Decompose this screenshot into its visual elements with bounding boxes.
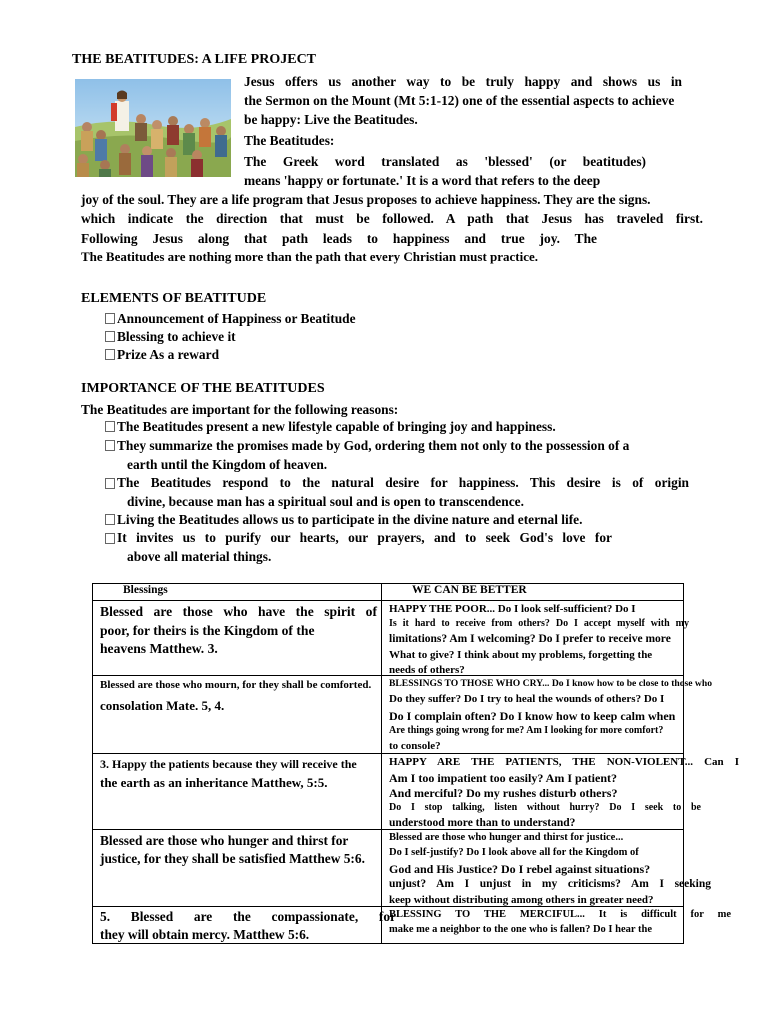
table-row xyxy=(93,676,684,754)
bullet-box-icon xyxy=(105,440,115,451)
table-row xyxy=(93,754,684,830)
bullet-box-icon xyxy=(105,514,115,525)
table-cell-blessing: Blessed are those who have the spirit of poor, for theirs is the Kingdom of the heavens Matthew. 3. xyxy=(93,601,382,676)
bullet-box-icon xyxy=(105,331,115,342)
table-header-we-can-be-better: WE CAN BE BETTER xyxy=(382,584,684,601)
table-row xyxy=(93,907,684,944)
importance-item: Living the Beatitudes allows us to participate in the divine nature and eternal life. xyxy=(105,512,582,528)
elements-item: Blessing to achieve it xyxy=(105,329,236,345)
importance-item: It invites us to purify our hearts, our prayers, and to seek God's love for xyxy=(105,530,612,546)
beatitudes-table xyxy=(92,583,739,944)
importance-item-continuation: divine, because man has a spiritual soul and is open to transcendence. xyxy=(127,494,524,509)
intro-subheading: The Beatitudes: xyxy=(244,133,335,148)
table-cell-reflection: Blessed are those who hunger and thirst for justice... Do I self-justify? Do I look above all for the Kingdom of God and His Justice? Do I rebel against situations? unjust? Am I unjust in my criticisms? Am I seeking keep without distributing among others in greater need? xyxy=(382,830,684,907)
elements-item: Announcement of Happiness or Beatitude xyxy=(105,311,356,327)
intro-line-7: joy of the soul. They are a life program that Jesus proposes to achieve happiness. They are the signs. xyxy=(81,192,651,207)
importance-item: They summarize the promises made by God, ordering them not only to the possession of a xyxy=(105,438,629,454)
table-header-blessings: Blessings xyxy=(93,584,382,601)
intro-line-10: The Beatitudes are nothing more than the path that every Christian must practice. xyxy=(81,249,539,264)
intro-line-9: Following Jesus along that path leads to happiness and true joy. The xyxy=(81,231,597,246)
importance-item-continuation: above all material things. xyxy=(127,549,272,564)
bullet-box-icon xyxy=(105,533,115,544)
table-cell-reflection: BLESSING TO THE MERCIFUL... It is difficult for me make me a neighbor to the one who is fallen? Do I hear the xyxy=(382,907,684,944)
importance-item: The Beatitudes present a new lifestyle capable of bringing joy and happiness. xyxy=(105,419,556,435)
bullet-box-icon xyxy=(105,349,115,360)
bullet-box-icon xyxy=(105,421,115,432)
intro-line-8: which indicate the direction that must be followed. A path that Jesus has traveled first. xyxy=(81,211,703,226)
sermon-on-the-mount-illustration xyxy=(75,79,231,177)
table-cell-blessing: Blessed are those who hunger and thirst for justice, for they shall be satisfied Matthew 5:6. xyxy=(93,830,382,907)
table-cell-reflection: HAPPY THE POOR... Do I look self-sufficient? Do I Is it hard to receive from others? Do I accept myself with my limitations? Am I welcoming? Do I prefer to receive more What to give? I think about my problems, forgetting the needs of others? xyxy=(382,601,684,676)
elements-item: Prize As a reward xyxy=(105,347,219,363)
table-row xyxy=(93,830,684,907)
intro-line-1: Jesus offers us another way to be truly happy and shows us in xyxy=(244,74,682,89)
table-cell-blessing: 3. Happy the patients because they will receive the the earth as an inheritance Matthew, 5:5. xyxy=(93,754,382,830)
intro-line-5: The Greek word translated as 'blessed' (or beatitudes) xyxy=(244,154,646,169)
importance-heading: IMPORTANCE OF THE BEATITUDES xyxy=(81,381,325,396)
importance-lead: The Beatitudes are important for the following reasons: xyxy=(81,402,399,417)
bullet-box-icon xyxy=(105,478,115,489)
table-cell-reflection: BLESSINGS TO THOSE WHO CRY... Do I know how to be close to those who Do they suffer? Do I try to heal the wounds of others? Do I Do I complain often? Do I know how to keep calm when Are things going wrong for me? Am I looking for more comfort? to console? xyxy=(382,676,684,754)
importance-item-continuation: earth until the Kingdom of heaven. xyxy=(127,457,328,472)
table-header-row xyxy=(93,584,684,601)
table-row xyxy=(93,601,684,676)
table-cell-blessing: Blessed are those who mourn, for they shall be comforted. consolation Mate. 5, 4. xyxy=(93,676,382,754)
table-cell-blessing: 5. Blessed are the compassionate, for they will obtain mercy. Matthew 5:6. xyxy=(93,907,382,944)
importance-item: The Beatitudes respond to the natural desire for happiness. This desire is of origin xyxy=(105,475,689,491)
page-title: THE BEATITUDES: A LIFE PROJECT xyxy=(72,52,317,67)
table-cell-reflection: HAPPY ARE THE PATIENTS, THE NON-VIOLENT... Can I Am I too impatient too easily? Am I patient? And merciful? Do my rushes disturb others? Do I stop talking, listen without hurry? Do I seek to be understood more than to understand? xyxy=(382,754,684,830)
bullet-box-icon xyxy=(105,313,115,324)
intro-line-6: means 'happy or fortunate.' It is a word that refers to the deep xyxy=(244,173,601,188)
intro-line-2: the Sermon on the Mount (Mt 5:1-12) one of the essential aspects to achieve xyxy=(244,93,675,108)
elements-heading: ELEMENTS OF BEATITUDE xyxy=(81,291,267,306)
intro-line-3: be happy: Live the Beatitudes. xyxy=(244,112,418,127)
